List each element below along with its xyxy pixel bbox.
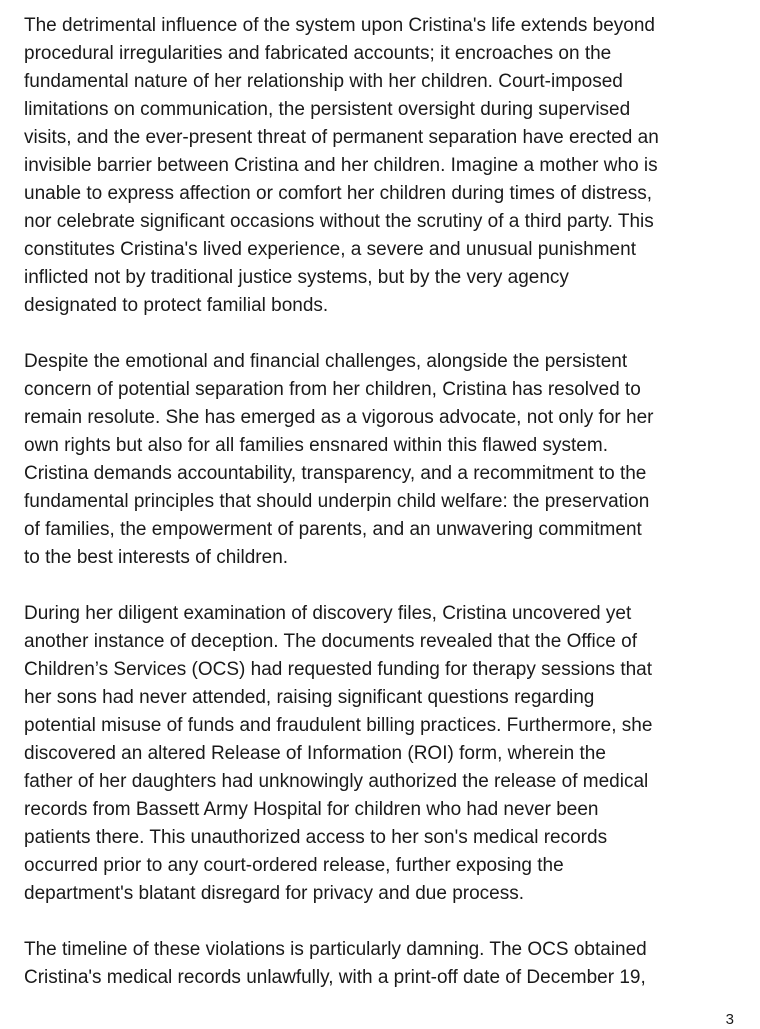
text-line: unable to express affection or comfort her children during times of distress, xyxy=(24,183,653,204)
text-line: her sons had never attended, raising significant questions regarding xyxy=(24,687,595,708)
text-line: designated to protect familial bonds. xyxy=(24,295,329,316)
text-line: own rights but also for all families ensnared within this flawed system. xyxy=(24,435,608,456)
text-line: procedural irregularities and fabricated accounts; it encroaches on the xyxy=(24,43,612,64)
text-line: to the best interests of children. xyxy=(24,547,289,568)
text-line: inflicted not by traditional justice systems, but by the very agency xyxy=(24,267,569,288)
text-line: records from Bassett Army Hospital for children who had never been xyxy=(24,799,599,820)
document-body xyxy=(24,12,749,1020)
paragraph-4 xyxy=(24,936,749,992)
text-line: potential misuse of funds and fraudulent billing practices. Furthermore, she xyxy=(24,715,653,736)
text-line: Despite the emotional and financial challenges, alongside the persistent xyxy=(24,351,628,372)
text-line: fundamental nature of her relationship with her children. Court-imposed xyxy=(24,71,623,92)
text-line: another instance of deception. The documents revealed that the Office of xyxy=(24,631,637,652)
text-line: department's blatant disregard for privacy and due process. xyxy=(24,883,525,904)
text-line: limitations on communication, the persistent oversight during supervised xyxy=(24,99,631,120)
text-line: remain resolute. She has emerged as a vigorous advocate, not only for her xyxy=(24,407,654,428)
text-line: Cristina demands accountability, transparency, and a recommitment to the xyxy=(24,463,647,484)
page-number: 3 xyxy=(725,1011,734,1028)
paragraph-2 xyxy=(24,348,749,572)
text-line: constitutes Cristina's lived experience, a severe and unusual punishment xyxy=(24,239,636,260)
paragraph-3 xyxy=(24,600,749,908)
text-line: of families, the empowerment of parents, and an unwavering commitment xyxy=(24,519,642,540)
text-line: patients there. This unauthorized access to her son's medical records xyxy=(24,827,608,848)
paragraph-1 xyxy=(24,12,749,320)
text-line: Cristina's medical records unlawfully, with a print-off date of December 19, xyxy=(24,967,646,988)
text-line: invisible barrier between Cristina and her children. Imagine a mother who is xyxy=(24,155,658,176)
text-line: The timeline of these violations is particularly damning. The OCS obtained xyxy=(24,939,647,960)
text-line: occurred prior to any court-ordered release, further exposing the xyxy=(24,855,564,876)
text-line: Children’s Services (OCS) had requested funding for therapy sessions that xyxy=(24,659,653,680)
text-line: The detrimental influence of the system upon Cristina's life extends beyond xyxy=(24,15,655,36)
text-line: concern of potential separation from her children, Cristina has resolved to xyxy=(24,379,641,400)
text-line: father of her daughters had unknowingly authorized the release of medical xyxy=(24,771,649,792)
text-line: During her diligent examination of discovery files, Cristina uncovered yet xyxy=(24,603,632,624)
text-line: nor celebrate significant occasions without the scrutiny of a third party. This xyxy=(24,211,654,232)
text-line: visits, and the ever-present threat of permanent separation have erected an xyxy=(24,127,659,148)
text-line: fundamental principles that should underpin child welfare: the preservation xyxy=(24,491,650,512)
text-line: discovered an altered Release of Information (ROI) form, wherein the xyxy=(24,743,606,764)
